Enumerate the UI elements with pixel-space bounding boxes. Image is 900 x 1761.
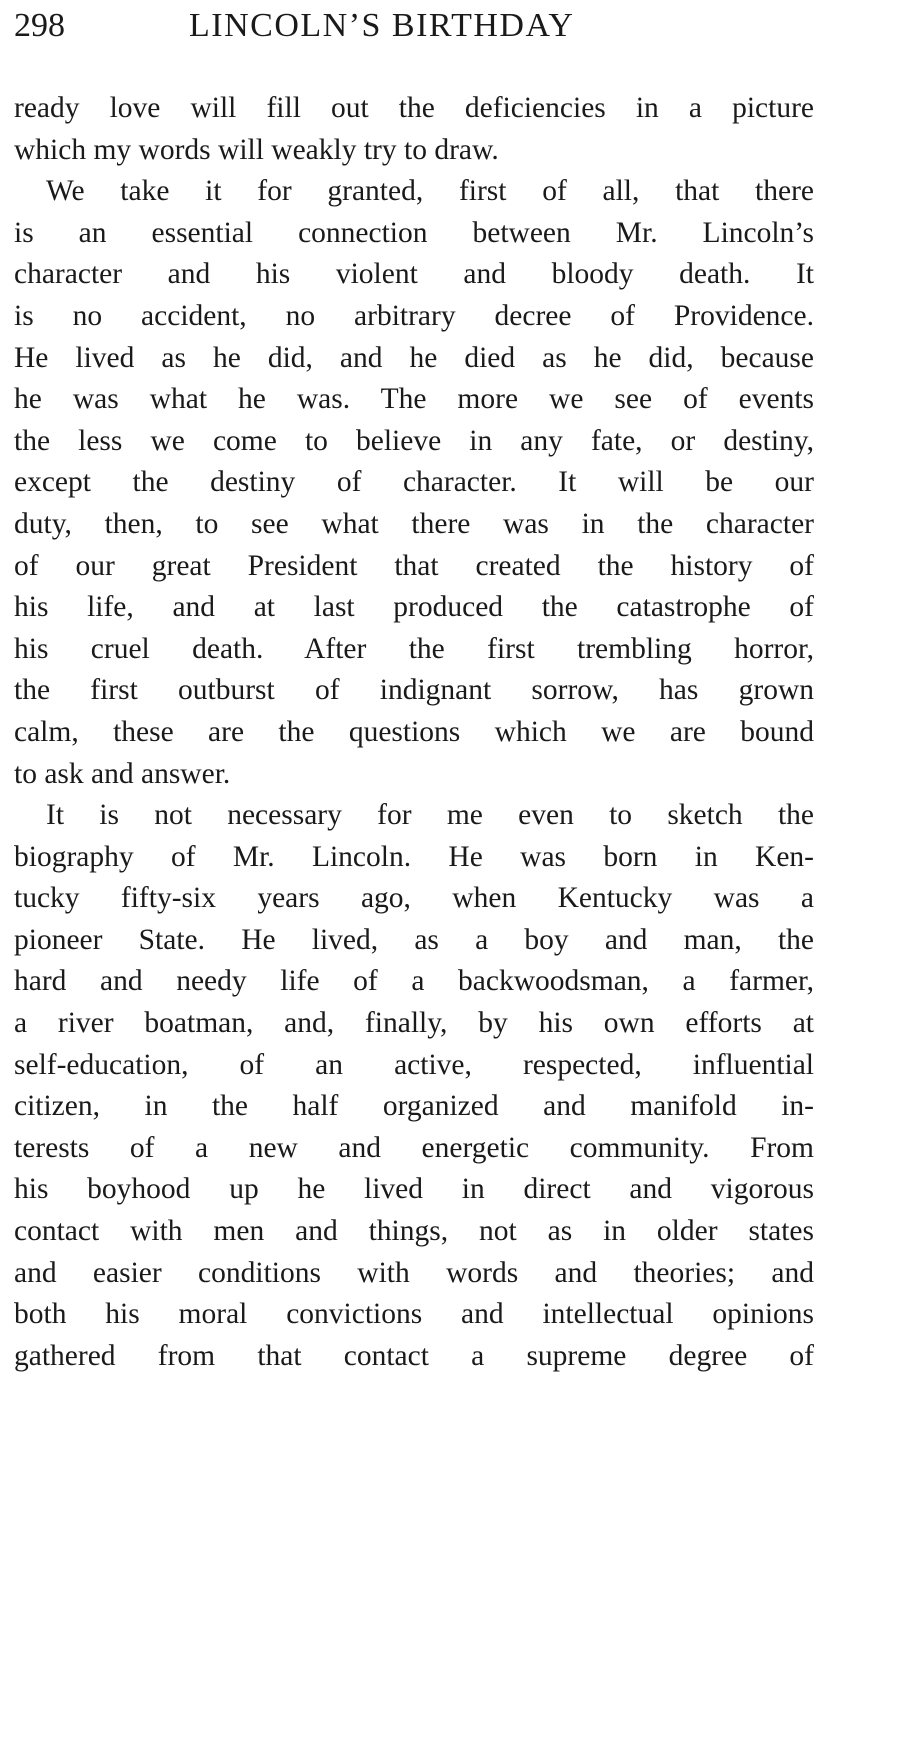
text-line: is no accident, no arbitrary decree of Providence. xyxy=(14,299,814,332)
running-head xyxy=(14,0,814,52)
text-line: he was what he was. The more we see of events xyxy=(14,383,814,416)
text-line: to ask and answer. xyxy=(14,757,231,790)
text-line: except the destiny of character. It will be our xyxy=(14,466,814,499)
text-line: hard and needy life of a backwoodsman, a farmer, xyxy=(14,965,814,998)
text-line: which my words will weakly try to draw. xyxy=(14,133,499,166)
text-line: is an essential connection between Mr. Lincoln’s xyxy=(14,216,814,249)
text-line: both his moral convictions and intellectual opinions xyxy=(14,1298,814,1331)
text-line: self-education, of an active, respected, influential xyxy=(14,1048,814,1081)
text-line: pioneer State. He lived, as a boy and man, the xyxy=(14,923,814,956)
text-line: a river boatman, and, finally, by his own efforts at xyxy=(14,1007,814,1040)
text-line: biography of Mr. Lincoln. He was born in Ken- xyxy=(14,840,814,873)
text-line: his life, and at last produced the catastrophe of xyxy=(14,591,814,624)
text-line: He lived as he did, and he died as he did, because xyxy=(14,341,814,374)
text-line: terests of a new and energetic community. From xyxy=(14,1131,814,1164)
text-line: gathered from that contact a supreme degree of xyxy=(14,1339,814,1372)
text-line: contact with men and things, not as in older states xyxy=(14,1215,814,1248)
book-page xyxy=(14,0,814,1377)
paragraph xyxy=(14,171,814,795)
text-line: We take it for granted, first of all, that there xyxy=(46,175,814,208)
text-line: character and his violent and bloody death. It xyxy=(14,258,814,291)
text-line: tucky fifty-six years ago, when Kentucky was a xyxy=(14,882,814,915)
text-line: and easier conditions with words and theories; and xyxy=(14,1256,814,1289)
text-line: ready love will fill out the deficiencies in a picture xyxy=(14,92,814,124)
text-line: of our great President that created the history of xyxy=(14,549,814,582)
text-line: the less we come to believe in any fate, or destiny, xyxy=(14,424,814,457)
text-line: citizen, in the half organized and manifold in- xyxy=(14,1090,814,1123)
text-line: his cruel death. After the first trembling horror, xyxy=(14,632,814,665)
page-number: 298 xyxy=(14,7,65,44)
text-line: the first outburst of indignant sorrow, has grown xyxy=(14,674,814,707)
text-line: duty, then, to see what there was in the character xyxy=(14,507,814,540)
body-text xyxy=(14,88,814,1377)
text-line: calm, these are the questions which we are bound xyxy=(14,715,814,748)
text-line: It is not necessary for me even to sketch the xyxy=(46,799,814,832)
paragraph xyxy=(14,795,814,1377)
running-title: LINCOLN’S BIRTHDAY xyxy=(189,7,575,44)
paragraph xyxy=(14,88,814,171)
text-line: his boyhood up he lived in direct and vigorous xyxy=(14,1173,814,1206)
